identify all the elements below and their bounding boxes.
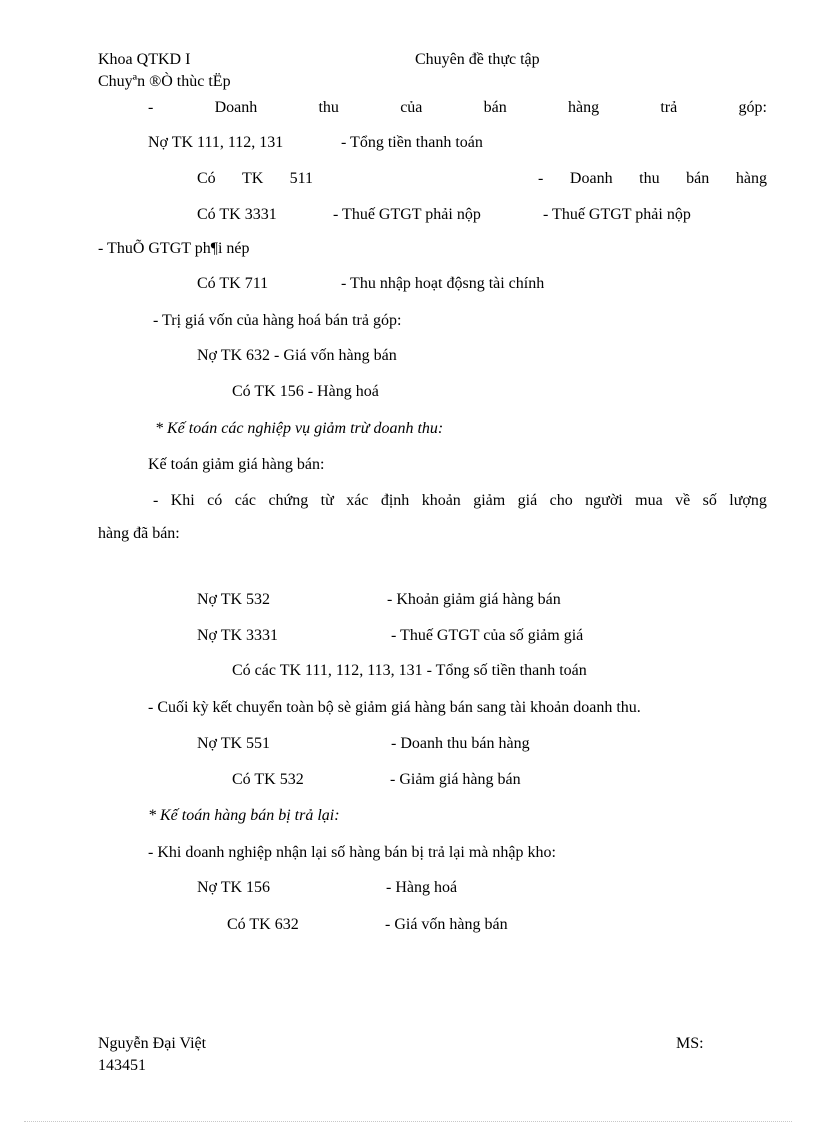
word: người: [585, 492, 623, 509]
entry-description: - Thu nhập hoạt độsng tài chính: [341, 275, 545, 292]
word: thu: [318, 99, 339, 116]
page-bottom-rule: [24, 1121, 792, 1122]
word: -: [153, 492, 159, 509]
word: lượng: [729, 492, 767, 509]
word: giảm: [473, 492, 506, 509]
paragraph: - Khi doanh nghiệp nhận lại số hàng bán bị trả lại mà nhập kho:: [148, 844, 556, 861]
word: góp:: [738, 99, 767, 116]
word: -: [538, 170, 544, 187]
word: trả: [660, 99, 678, 116]
entry-description: - Hàng hoá: [386, 879, 458, 896]
word: thu: [639, 170, 660, 187]
word: TK: [241, 170, 264, 187]
footer-ms-value: 143451: [98, 1057, 146, 1074]
word: 511: [289, 170, 313, 187]
entry-description: - Giảm giá hàng bán: [390, 771, 521, 788]
paragraph-line: [153, 492, 767, 510]
footer-ms-label: MS:: [676, 1035, 704, 1052]
entry-description: [538, 170, 767, 188]
entry-credit-account: Có TK 3331: [197, 206, 277, 223]
word: về: [675, 492, 691, 509]
entry-description: - Thuế GTGT phải nộp: [543, 206, 691, 223]
word: bán: [686, 170, 710, 187]
word: hàng: [735, 170, 767, 187]
entry-credit-account: Có TK 711: [197, 275, 269, 292]
word: bán: [483, 99, 507, 116]
header-title: Chuyên đề thực tập: [415, 51, 540, 68]
word: Có: [197, 170, 216, 187]
entry-line: Nợ TK 632 - Giá vốn hàng bán: [197, 347, 397, 364]
garbled-line: - ThuÕ GTGT ph¶i nép: [98, 240, 250, 257]
word: cho: [549, 492, 573, 509]
word: giá: [517, 492, 538, 509]
word: của: [400, 99, 423, 116]
entry-credit-account: Có TK 532: [232, 771, 304, 788]
word: có: [207, 492, 223, 509]
entry-description: - Giá vốn hàng bán: [385, 916, 508, 933]
subheading: Kế toán giảm giá hàng bán:: [148, 456, 325, 473]
word: khoản: [421, 492, 461, 509]
entry-description: - Thuế GTGT của số giảm giá: [391, 627, 584, 644]
entry-debit-account: Nợ TK 156: [197, 879, 271, 896]
word: hàng: [568, 99, 600, 116]
word: số: [702, 492, 717, 509]
section-heading: * Kế toán các nghiệp vụ giảm trừ doanh thu:: [155, 420, 444, 437]
section-heading: * Kế toán hàng bán bị trả lại:: [148, 807, 340, 824]
line-revenue-installment: [148, 99, 767, 117]
word: các: [234, 492, 257, 509]
paragraph: - Cuối kỳ kết chuyển toàn bộ sè giảm giá hàng bán sang tài khoản doanh thu.: [148, 699, 641, 716]
word: Doanh: [214, 99, 258, 116]
entry-debit-account: Nợ TK 111, 112, 131: [148, 134, 284, 151]
entry-credit-account: [197, 170, 313, 188]
entry-debit-account: Nợ TK 3331: [197, 627, 279, 644]
header-garbled-title: Chuyªn ®Ò thùc tËp: [98, 73, 231, 90]
header-faculty: Khoa QTKD I: [98, 51, 191, 68]
footer-author: Nguyễn Đại Việt: [98, 1035, 207, 1052]
paragraph-line: hàng đã bán:: [98, 525, 180, 542]
word: Doanh: [569, 170, 613, 187]
entry-credit-account: Có TK 632: [227, 916, 299, 933]
entry-description: - Thuế GTGT phải nộp: [333, 206, 481, 223]
entry-description: - Tổng tiền thanh toán: [341, 134, 483, 151]
entry-debit-account: Nợ TK 532: [197, 591, 271, 608]
entry-description: - Khoản giảm giá hàng bán: [387, 591, 561, 608]
word: xác: [346, 492, 369, 509]
word: Khi: [170, 492, 195, 509]
entry-debit-account: Nợ TK 551: [197, 735, 271, 752]
word: chứng: [268, 492, 309, 509]
paragraph: - Trị giá vốn của hàng hoá bán trả góp:: [153, 312, 402, 329]
word: mua: [635, 492, 663, 509]
word: -: [148, 99, 154, 116]
word: từ: [320, 492, 334, 509]
entry-description: - Doanh thu bán hàng: [391, 735, 530, 752]
word: định: [380, 492, 410, 509]
entry-line: Có các TK 111, 112, 113, 131 - Tổng số tiền thanh toán: [232, 662, 587, 679]
entry-line: Có TK 156 - Hàng hoá: [232, 383, 379, 400]
